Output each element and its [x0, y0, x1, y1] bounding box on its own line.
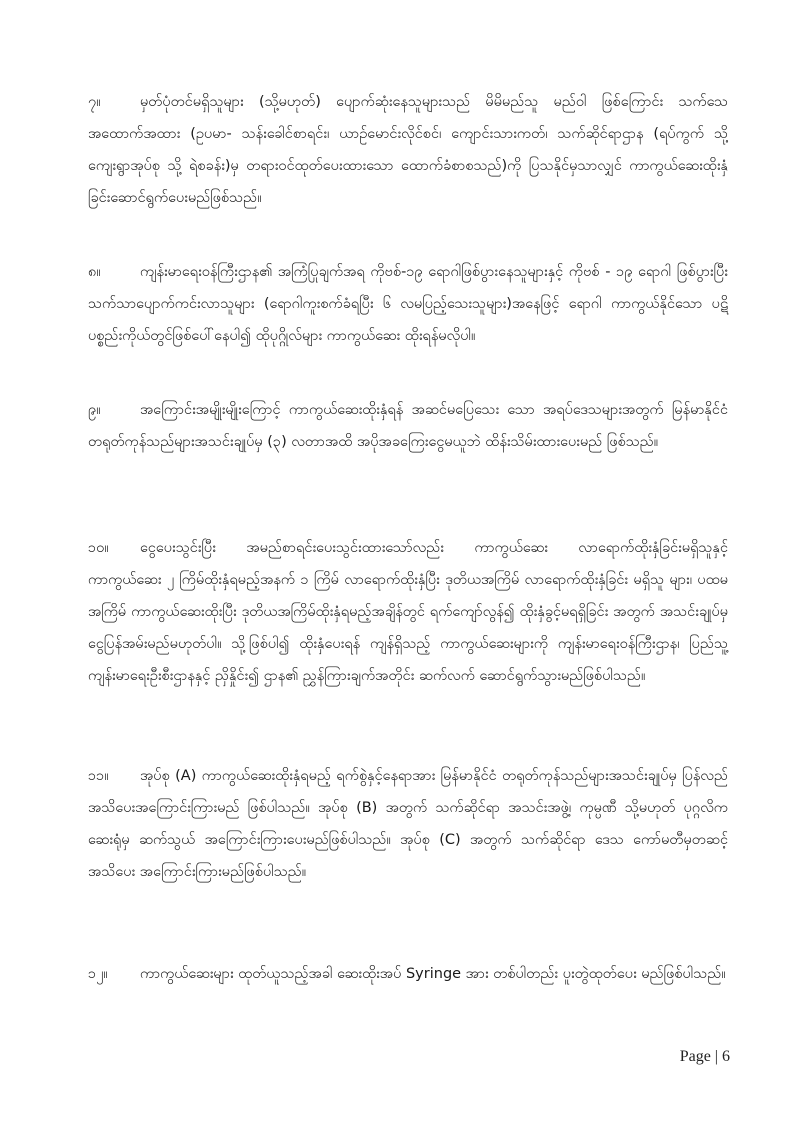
paragraph-text: ကာကွယ်ဆေးများ ထုတ်ယူသည့်အခါ ဆေးထိုးအပ် Syringe အား တစ်ပါတည်း ပူးတွဲထုတ်ပေး မည်ဖြစ်ပါသည်။	[140, 966, 726, 982]
page-number-footer: Page | 6	[679, 1048, 730, 1065]
paragraph-number: ၈။	[88, 264, 101, 280]
paragraph-text: အုပ်စု (A) ကာကွယ်ဆေးထိုးနှံရမည့် ရက်စွဲနှင့်နေရာအား မြန်မာနိုင်ငံ တရုတ်ကုန်သည်များအသင်းချုပ်မှ ပြန်လည် အသိပေးအကြောင်းကြားမည် ဖြစ်ပါသည်။ အုပ်စု (B) အတွက် သက်ဆိုင်ရာ အသင်းအဖွဲ့၊ ကုမ္ပဏီ သို့မဟုတ် ပုဂ္ဂလိကဆေးရုံမှ ဆက်သွယ် အကြောင်းကြားပေးမည်ဖြစ်ပါသည်။ အုပ်စု (C) အတွက် သက်ဆိုင်ရာ ဒေသ ကော်မတီမှတဆင့် အသိပေး အကြောင်းကြားမည်ဖြစ်ပါသည်။	[88, 768, 728, 880]
paragraph-7	[88, 86, 728, 214]
paragraph-number: ၇။	[88, 94, 101, 110]
paragraph-text: ငွေပေးသွင်းပြီး အမည်စာရင်းပေးသွင်းထားသော်လည်း ကာကွယ်ဆေး လာရောက်ထိုးနှံခြင်းမရှိသူနှင့် ကာကွယ်ဆေး ၂ ကြိမ်ထိုးနှံရမည့်အနက် ၁ ကြိမ် လာရောက်ထိုးနှံပြီး ဒုတိယအကြိမ် လာရောက်ထိုးနှံခြင်း မရှိသူ များ၊ ပထမအကြိမ် ကာကွယ်ဆေးထိုးပြီး ဒုတိယအကြိမ်ထိုးနှံရမည့်အချိန်တွင် ရက်ကျော်လွန်၍ ထိုးနှံခွင့်မရရှိခြင်း အတွက် အသင်းချုပ်မှ ငွေပြန်အမ်းမည်မဟုတ်ပါ။ သို့ဖြစ်ပါ၍ ထိုးနှံပေးရန် ကျန်ရှိသည့် ကာကွယ်ဆေးများကို ကျန်းမာရေးဝန်ကြီးဌာန၊ ပြည်သူ့ကျန်းမာရေးဦးစီးဌာနနှင့် ညှိနှိုင်း၍ ဌာန၏ ညွှန်ကြားချက်အတိုင်း ဆက်လက် ဆောင်ရွက်သွားမည်ဖြစ်ပါသည်။	[88, 540, 728, 684]
paragraph-text: အကြောင်းအမျိုးမျိုးကြောင့် ကာကွယ်ဆေးထိုးနှံရန် အဆင်မပြေသေး သော အရပ်ဒေသများအတွက် မြန်မာနိုင်ငံ တရုတ်ကုန်သည်များအသင်းချုပ်မှ (၃) လတာအထိ အပိုအခကြေးငွေမယူဘဲ ထိန်းသိမ်းထားပေးမည် ဖြစ်သည်။	[88, 402, 728, 450]
paragraph-11	[88, 760, 728, 888]
paragraph-text: မှတ်ပုံတင်မရှိသူများ (သို့မဟုတ်) ပျောက်ဆုံးနေသူများသည် မိမိမည်သူ မည်ဝါ ဖြစ်ကြောင်း သက်သေ အထောက်အထား (ဥပမာ- သန်းခေါင်စာရင်း၊ ယာဥ်မောင်းလိုင်စင်၊ ကျောင်းသားကတ်၊ သက်ဆိုင်ရာဌာန (ရပ်ကွက် သို့ ကျေးရွာအုပ်စု သို့ ရဲစခန်း)မှ တရားဝင်ထုတ်ပေးထားသော ထောက်ခံစာစသည်)ကို ပြသနိုင်မှသာလျှင် ကာကွယ်ဆေးထိုးနှံခြင်းဆောင်ရွက်ပေးမည်ဖြစ်သည်။	[88, 94, 728, 206]
paragraph-number: ၁၂။	[88, 966, 108, 982]
paragraph-8	[88, 256, 728, 352]
paragraph-number: ၉။	[88, 402, 101, 418]
paragraph-text: ကျန်းမာရေးဝန်ကြီးဌာန၏ အကြံပြုချက်အရ ကိုဗစ်-၁၉ ရောဂါဖြစ်ပွားနေသူများနှင့် ကိုဗစ် - ၁၉ ရောဂါ ဖြစ်ပွားပြီး သက်သာပျောက်ကင်းလာသူများ (ရောဂါကူးစက်ခံရပြီး ၆ လမပြည့်သေးသူများ)အနေဖြင့် ရောဂါ ကာကွယ်နိုင်သော ပဋိပစ္စည်းကိုယ်တွင်ဖြစ်ပေါ်နေပါ၍ ထိုပုဂ္ဂိုလ်များ ကာကွယ်ဆေး ထိုးရန်မလိုပါ။	[88, 264, 728, 344]
paragraph-12	[88, 958, 728, 990]
paragraph-9	[88, 394, 728, 458]
paragraph-10	[88, 532, 728, 692]
paragraph-number: ၁၀။	[88, 540, 109, 556]
paragraph-number: ၁၁။	[88, 768, 109, 784]
